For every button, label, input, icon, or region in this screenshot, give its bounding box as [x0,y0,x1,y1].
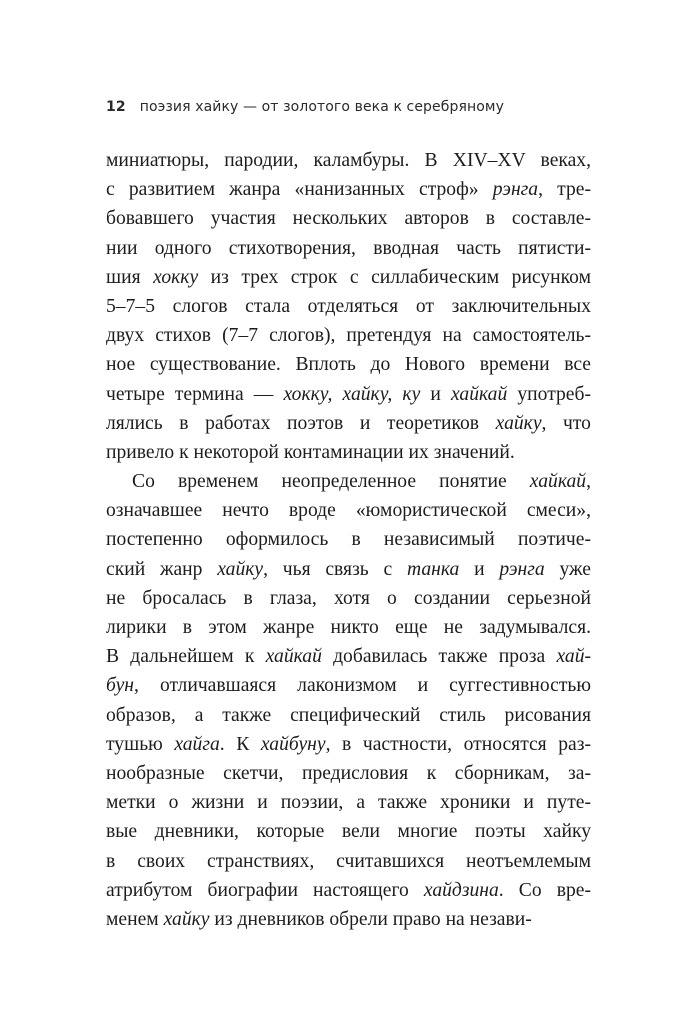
text-run: , в частности, относятся раз- [325,733,591,755]
italic-term: хайбуну [260,733,326,755]
text-line [106,876,591,905]
text-run: с развитием жанра «нанизанных строф» [106,179,493,201]
text-run: ное существование. Вплоть до Нового времени все [106,354,591,376]
text-run: четыре термина — [106,383,284,405]
text-run: , тре- [538,179,591,201]
text-run: . К [219,733,261,755]
text-run: означавшее нечто вроде «юмористической смеси», [106,500,591,522]
text-line [106,701,591,730]
italic-term: танка [406,558,460,580]
italic-term: рэнга [492,179,539,201]
italic-term: хайку [163,908,210,930]
text-run: , [586,471,591,493]
italic-term: хайдзина [423,879,499,901]
page-number: 12 [106,99,126,115]
text-line [106,263,591,292]
text-line [106,146,591,175]
text-run: употреб- [507,383,591,405]
text-line [106,380,591,409]
text-line [106,292,591,321]
italic-term: хайку [217,558,264,580]
text-run: В дальнейшем к [106,646,266,668]
text-run: Со временем неопределенное понятие [132,471,530,493]
text-line [106,905,591,934]
text-run: лирики в этом жанре никто еще не задумывался. [106,617,591,638]
text-line [106,613,591,642]
italic-term: хай- [556,646,591,668]
text-line [106,525,591,554]
text-line [106,175,591,204]
text-run: миниатюры, пародии, каламбуры. В XIV–XV веках, [106,150,591,171]
text-run: , чья связь с [263,558,407,580]
text-run: атрибутом биографии настоящего [106,879,424,901]
italic-term: хайга [174,733,220,755]
text-run: в своих странствиях, считавшихся неотъемлемым [106,850,591,872]
body-text [106,146,591,934]
italic-term: бун [106,675,135,697]
text-run: менем [106,908,164,930]
text-line [106,817,591,846]
text-run: двух стихов (7–7 слогов), претендуя на самостоятель- [106,325,591,347]
text-run: , отличавшаяся лаконизмом и суггестивностью [134,675,591,697]
running-head [106,99,596,115]
text-line [106,847,591,876]
text-line [106,438,591,467]
text-run: . Со вре- [498,879,591,901]
text-line [106,642,591,671]
text-line [106,584,591,613]
italic-term: хайкай [450,383,508,405]
text-line [106,788,591,817]
text-line [106,496,591,525]
text-run: 5–7–5 слогов стала отделяться от заключительных [106,295,591,317]
text-run: ский жанр [106,558,218,580]
text-run: нии одного стихотворения, вводная часть пятисти- [106,237,591,259]
text-line [106,409,591,438]
text-line [106,321,591,350]
text-run: , что [541,412,591,434]
text-run: шия [106,266,154,288]
text-run: и [459,558,500,580]
text-run: лялись в работах поэтов и теоретиков [106,412,496,434]
running-title: поэзия хайку — от золотого века к серебряному [139,99,504,115]
text-run: привело к некоторой контаминации их значений. [106,441,515,463]
text-run: не бросалась в глаза, хотя о создании серьезной [106,587,591,609]
text-run: из дневников обрели право на незави- [209,908,532,930]
italic-term: хокку [153,266,199,288]
text-line [106,730,591,759]
text-line [106,467,591,496]
italic-term: хайку [495,412,542,434]
text-line [106,204,591,233]
text-run: добавилась также проза [321,646,557,668]
text-line [106,234,591,263]
italic-term: хокку, хайку, ку [283,383,421,405]
text-line [106,555,591,584]
text-run: и [420,383,451,405]
italic-term: хайкай [529,471,587,493]
text-line [106,671,591,700]
text-run: уже [544,558,591,580]
text-line [106,350,591,379]
text-run: из трех строк с силлабическим рисунком [198,266,591,288]
text-run: бовавшего участия нескольких авторов в составле- [106,208,591,230]
italic-term: рэнга [499,558,545,580]
text-run: образов, а также специфический стиль рисования [106,704,591,726]
text-run: вые дневники, которые вели многие поэты хайку [106,821,591,843]
text-run: постепенно оформилось в независимый поэтиче- [106,529,591,551]
text-run: метки о жизни и поэзии, а также хроники и путе- [106,792,591,814]
text-run: нообразные скетчи, предисловия к сборникам, за- [106,762,591,784]
italic-term: хайкай [265,646,322,668]
text-run: тушью [106,733,175,755]
text-line [106,759,591,788]
